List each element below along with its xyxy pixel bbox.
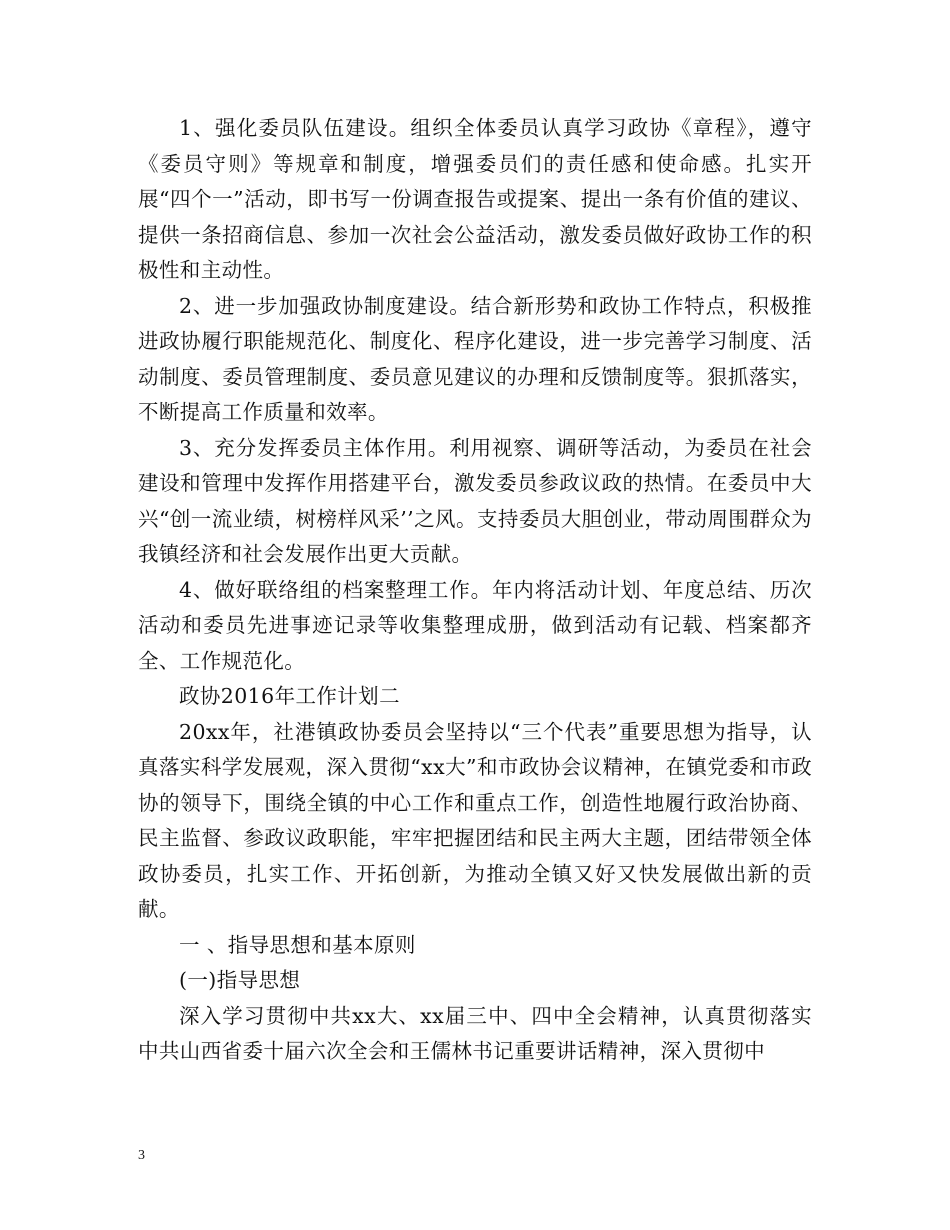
paragraph-4: 4、做好联络组的档案整理工作。年内将活动计划、年度总结、历次活动和委员先进事迹记录等收集整理成册，做到活动有记载、档案都齐全、工作规范化。 bbox=[138, 577, 812, 673]
section-title: 政协2016年工作计划二 bbox=[179, 684, 400, 708]
paragraph-5: 20xx年，社港镇政协委员会坚持以“三个代表”重要思想为指导，认真落实科学发展观，深入贯彻“xx大”和市政协会议精神，在镇党委和市政协的领导下，围绕全镇的中心工作和重点工作，创造性地履行政治协商、民主监督、参政议政职能，牢牢把握团结和民主两大主题，团结带领全体政协委员，扎实工作、开拓创新，为推动全镇又好又快发展做出新的贡献。 bbox=[138, 719, 812, 921]
paragraph-1: 1、强化委员队伍建设。组织全体委员认真学习政协《章程》，遵守《委员守则》等规章和制度，增强委员们的责任感和使命感。扎实开展“四个一”活动，即书写一份调查报告或提案、提出一条有价值的建议、提供一条招商信息、参加一次社会公益活动，激发委员做好政协工作的积极性和主动性。 bbox=[138, 116, 812, 282]
document-body bbox=[138, 111, 812, 1070]
paragraph-6: 深入学习贯彻中共xx大、xx届三中、四中全会精神，认真贯彻落实中共山西省委十届六次全会和王儒林书记重要讲话精神，深入贯彻中 bbox=[138, 1003, 812, 1063]
page-number: 3 bbox=[138, 1148, 145, 1163]
paragraph-3: 3、充分发挥委员主体作用。利用视察、调研等活动，为委员在社会建设和管理中发挥作用搭建平台，激发委员参政议政的热情。在委员中大兴“创一流业绩，树榜样风采’’之风。支持委员大胆创业，带动周围群众为我镇经济和社会发展作出更大贡献。 bbox=[138, 435, 812, 566]
subsection-heading: (一)指导思想 bbox=[179, 968, 301, 992]
section-heading: 一 、指导思想和基本原则 bbox=[179, 932, 416, 957]
paragraph-2: 2、进一步加强政协制度建设。结合新形势和政协工作特点，积极推进政协履行职能规范化、制度化、程序化建设，进一步完善学习制度、活动制度、委员管理制度、委员意见建议的办理和反馈制度等。狠抓落实，不断提高工作质量和效率。 bbox=[138, 293, 812, 424]
